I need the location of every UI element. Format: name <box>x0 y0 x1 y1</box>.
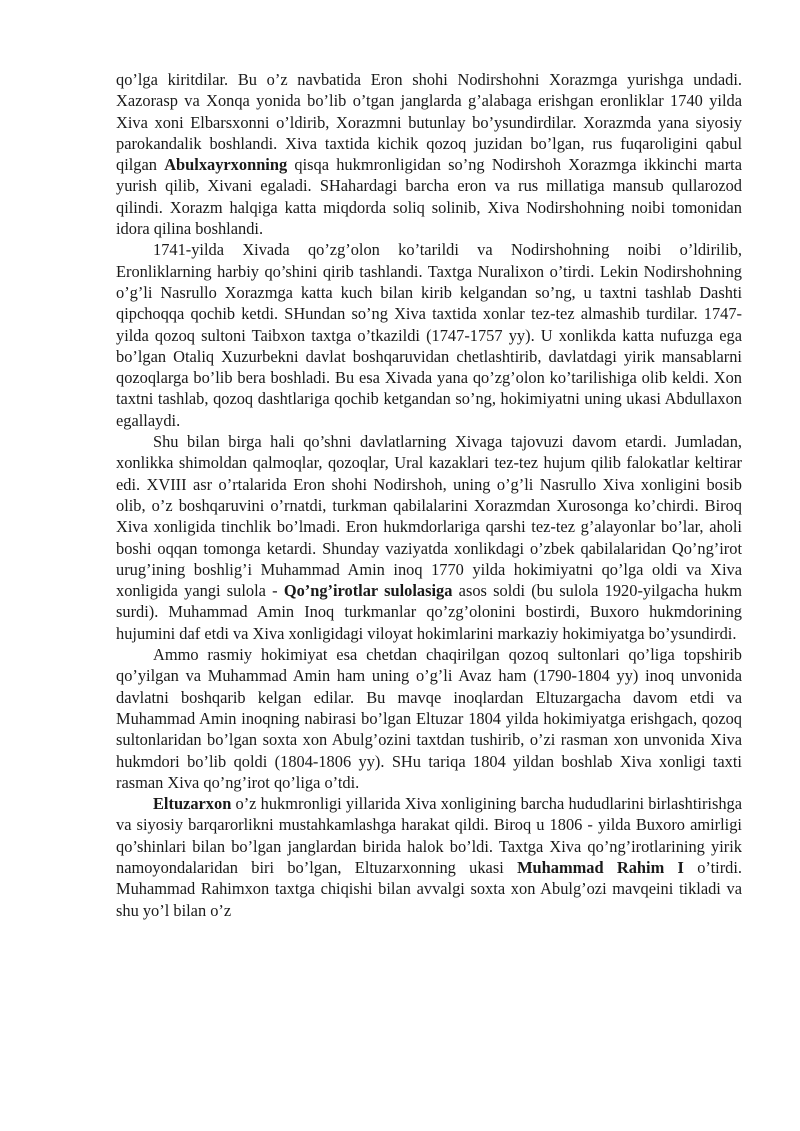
paragraph-3-text-2: asos soldi (bu sulola 1920-yilgacha hukm surdi). Muhammad Amin Inoq turkmanlar qo’zg’olonini bostirdi, Buxoro hukmdorining hujumini daf etdi va Xiva xonligidagi viloyat hokimlarini markaziy hokimiyatga bo’ysundirdi. <box>116 581 742 643</box>
paragraph-5 <box>116 793 742 921</box>
paragraph-2-text-1: 1741-yilda Xivada qo’zg’olon ko’tarildi va Nodirshohning noibi o’ldirilib, Eronliklarning harbiy qo’shini qirib tashlandi. Taxtga Nuralixon o’tirdi. Lekin Nodirshohning o’g’li Nasrullo Xorazmga katta kuch bilan kirib kelgandan so’ng, u taxtni tashlab Dashti qipchoqqa qochib ketdi. SHundan so’ng Xiva taxtida xonlar tez-tez almashib turdilar. 1747-yilda qozoq sultoni Taibxon taxtga o’tkazildi (1747-1757 yy). U xonlikda katta nufuzga ega bo’lgan Otaliq Xuzurbekni davlat boshqaruvidan chetlashtirib, davlatdagi yirik mansablarni qozoqlarga bo’lib bera boshladi. Bu esa Xivada yana qo’zg’olon ko’tarilishiga olib keldi. Xon taxtni tashlab, qozoq dashtlariga qochib ketgandan so’ng, hokimiyatni uning ukasi Abdullaxon egallaydi. <box>116 240 742 430</box>
paragraph-4 <box>116 644 742 793</box>
paragraph-5-text-1: o’z hukmronligi yillarida Xiva xonligining barcha hududlarini birlashtirishga va siyosiy barqarorlikni mustahkamlashga harakat qildi. Biroq u 1806 - yilda Buxoro amirligi qo’shinlari bilan bo’lgan janglardan birida halok bo’ldi. Taxtga Xiva qo’ng’irotlarining yirik namoyondalaridan biri bo’lgan, Eltuzarxonning ukasi <box>116 794 742 877</box>
paragraph-2 <box>116 239 742 431</box>
paragraph-1 <box>116 69 742 239</box>
paragraph-1-bold-name: Abulxayrxonning <box>164 155 288 175</box>
paragraph-3 <box>116 431 742 644</box>
paragraph-5-bold-name-1: Eltuzarxon <box>153 794 232 814</box>
paragraph-5-bold-name-2: Muhammad Rahim I <box>517 857 684 877</box>
paragraph-3-bold-dynasty: Qo’ng’irotlar sulolasiga <box>283 581 453 601</box>
paragraph-5-text-2: o’tirdi. Muhammad Rahimxon taxtga chiqishi bilan avvalgi soxta xon Abulg’ozi mavqeini tikladi va shu yo’l bilan o’z <box>116 857 742 920</box>
paragraph-1-text-2: qisqa hukmronligidan so’ng Nodirshoh Xorazmga ikkinchi marta yurish qilib, Xivani egaladi. SHahardagi barcha eron va rus millatiga mansub qullarozod qilindi. Xorazm halqiga katta miqdorda soliq solinib, Xiva Nodirshohning noibi tomonidan idora qilina boshlandi. <box>116 155 742 239</box>
document-page <box>116 69 742 921</box>
paragraph-1-text-1: qo’lga kiritdilar. Bu o’z navbatida Eron shohi Nodirshohni Xorazmga yurishga undadi. Xazorasp va Xonqa yonida bo’lib o’tgan janglarda g’alabaga erishgan eronliklar 1740 yilda Xiva xoni Elbarsxonni o’ldirib, Xorazmni butunlay bo’ysundirdilar. Xorazmda yana siyosiy parokandalik boshlandi. Xiva taxtida kichik qozoq juzidan bo’lgan, rus fuqaroligini qabul qilgan <box>116 70 742 175</box>
paragraph-3-text-1: Shu bilan birga hali qo’shni davlatlarning Xivaga tajovuzi davom etardi. Jumladan, xonlikka shimoldan qalmoqlar, qozoqlar, Ural kazaklari tez-tez hujum qilib falokatlar keltirar edi. XVIII asr o’rtalarida Eron shohi Nodirshoh, uning o’g’li Nasrullo Xiva xonligini bosib olib, o’z boshqaruvini o’rnatdi, turkman qabilalarini Xorazmdan Xurosonga ko’chirdi. Biroq Xiva xonligida tinchlik bo’lmadi. Eron hukmdorlariga qarshi tez-tez g’alayonlar bo’lar, aholi boshi oqqan tomonga ketardi. Shunday vaziyatda xonlikdagi o’zbek qabilalaridan Qo’ng’irot urug’ining boshlig’i Muhammad Amin inoq 1770 yilda hokimiyatni qo’lga oldi va Xiva xonligida yangi sulola - <box>116 432 742 601</box>
paragraph-4-text-1: Ammo rasmiy hokimiyat esa chetdan chaqirilgan qozoq sultonlari qo’liga topshirib qo’yilgan va Muhammad Amin ham uning o’g’li Avaz ham (1790-1804 yy) inoq unvonida davlatni boshqarib kelgan edilar. Bu mavqe inoqlardan Eltuzargacha davom etdi va Muhammad Amin inoqning nabirasi bo’lgan Eltuzar 1804 yilda hokimiyatga erishgach, qozoq sultonlaridan bo’lgan soxta xon Abulg’ozini taxtdan tushirib, o’zi rasman xon unvonida Xiva hukmdori bo’lib qoldi (1804-1806 yy). SHu tariqa 1804 yildan boshlab Xiva xonligi taxti rasman Xiva qo’ng’irot qo’liga o’tdi. <box>116 645 742 792</box>
